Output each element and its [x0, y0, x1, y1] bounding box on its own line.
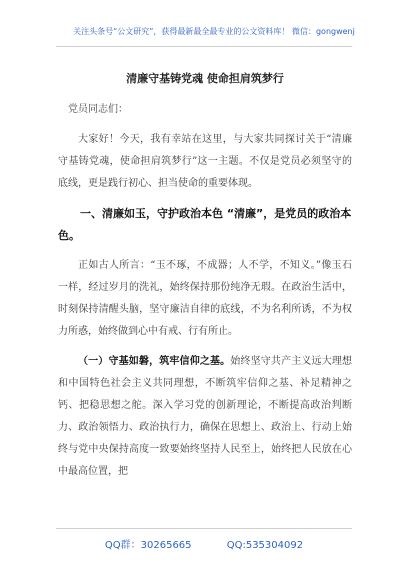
salutation: 党员同志们： [68, 104, 128, 115]
intro-paragraph: 大家好！今天，我有幸站在这里，与大家共同探讨关于“清廉守基铸党魂，使命担肩筑梦行”这一主题。不仅是党员必须坚守的底线，更是践行初心、担当使命的重要体现。 [58, 134, 352, 189]
footer-qq: QQ:535304092 [226, 540, 304, 551]
section-1-paragraph: 正如古人所言：“玉不琢，不成器；人不学，不知义。”像玉石一样，经过岁月的洗礼，始终保持那份纯净无瑕。在政治生活中，时刻保持清醒头脑，坚守廉洁自律的底线，不为名利所诱，不为权力所惑，始终做到心中有戒、行有所止。 [58, 260, 352, 337]
header-banner: 关注头条号“公文研究”，获得最新最全最专业的公文资料库！ 微信：gongwenj [73, 27, 355, 36]
footer-divider [56, 528, 352, 529]
subsection-paragraph [58, 351, 352, 483]
section-heading-1: 一、清廉如玉，守护政治本色 “清廉”，是党员的政治本色。 [58, 207, 352, 242]
document-title: 清廉守基铸党魂 使命担肩筑梦行 [126, 72, 284, 85]
subsection-text: 始终坚守共产主义远大理想和中国特色社会主义共同理想，不断筑牢信仰之基、补足精神之钙、把稳思想之舵。深入学习党的创新理论，不断提高政治判断力、政治领悟力、政治执行力，确保在思想上、政治上、行动上始终与党中央保持高度一致要始终坚持人民至上，始终把人民放在心中最高位置，把 [58, 356, 353, 477]
footer [0, 536, 408, 551]
document-body [58, 64, 352, 491]
header-divider [56, 46, 352, 47]
footer-qq-group: QQ群：30265665 [104, 540, 192, 551]
subsection-lead: （一）守基如磐，筑牢信仰之基。 [78, 356, 231, 367]
